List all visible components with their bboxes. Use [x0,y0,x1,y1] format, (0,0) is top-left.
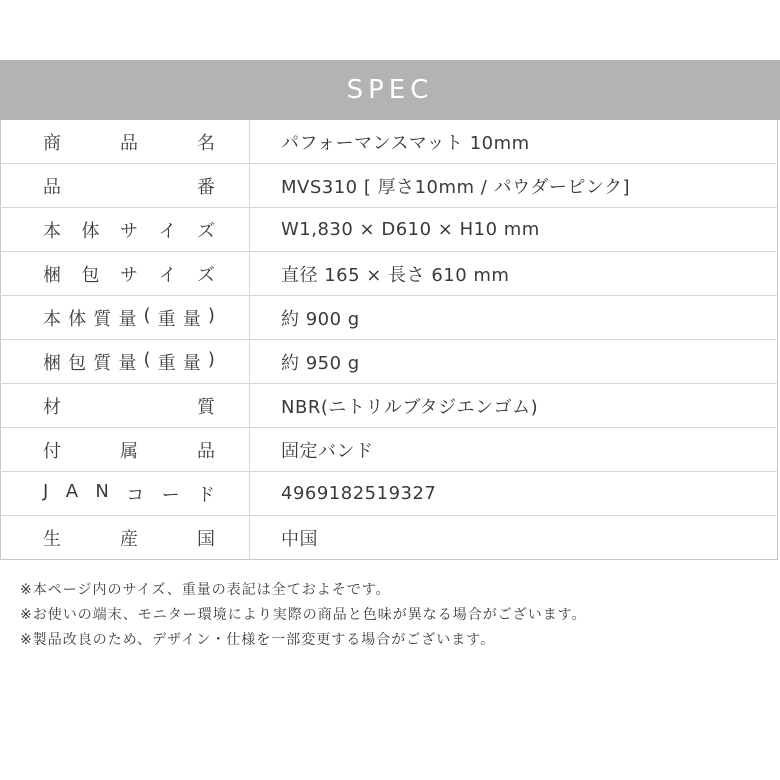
spec-value: パフォーマンスマット 10mm [250,120,778,164]
spec-value: 約 950 g [250,340,778,384]
spec-row [1,384,778,428]
spec-row [1,120,778,164]
spec-title: SPEC [346,75,434,105]
spec-label: 商 品 名 [43,132,215,154]
spec-label-cell [1,428,250,472]
spec-label-cell [1,296,250,340]
spec-row [1,516,778,560]
spec-label: 材 質 [43,396,215,418]
spec-label: 梱 包 サ イ ズ [43,264,215,286]
spec-value: 4969182519327 [250,472,778,516]
spec-label-cell [1,472,250,516]
spec-label: J A N コ ー ド [43,480,215,506]
spec-label-cell [1,516,250,560]
note-line: ※製品改良のため、デザイン・仕様を一部変更する場合がございます。 [20,632,496,648]
spec-value: MVS310 [ 厚さ10mm / パウダーピンク] [250,164,778,208]
spec-table-body [1,120,778,560]
spec-row [1,252,778,296]
spec-header-bar [0,60,780,120]
spec-label: 本 体 質 量 ( 重 量 ) [43,304,215,330]
spec-label: 生 産 国 [43,528,215,550]
note-line: ※お使いの端末、モニター環境により実際の商品と色味が異なる場合がございます。 [20,607,587,623]
spec-value: 固定バンド [250,428,778,472]
spec-table [0,120,778,560]
spec-value: 中国 [250,516,778,560]
spec-row [1,164,778,208]
spec-row [1,208,778,252]
spec-value: 約 900 g [250,296,778,340]
spec-label-cell [1,340,250,384]
spec-label-cell [1,208,250,252]
spec-value: 直径 165 × 長さ 610 mm [250,252,778,296]
spec-row [1,340,778,384]
spec-row [1,472,778,516]
spec-label-cell [1,164,250,208]
spec-label-cell [1,120,250,164]
spec-label: 本 体 サ イ ズ [43,220,215,242]
spec-label: 品 番 [43,176,215,198]
spec-value: NBR(ニトリルブタジエンゴム) [250,384,778,428]
spec-label-cell [1,384,250,428]
spec-label-cell [1,252,250,296]
spec-value: W1,830 × D610 × H10 mm [250,208,778,252]
note-line: ※本ページ内のサイズ、重量の表記は全ておよそです。 [20,582,391,598]
spec-label: 梱 包 質 量 ( 重 量 ) [43,348,215,374]
spec-row [1,296,778,340]
spec-row [1,428,778,472]
spec-label: 付 属 品 [43,440,215,462]
notes [20,578,587,653]
